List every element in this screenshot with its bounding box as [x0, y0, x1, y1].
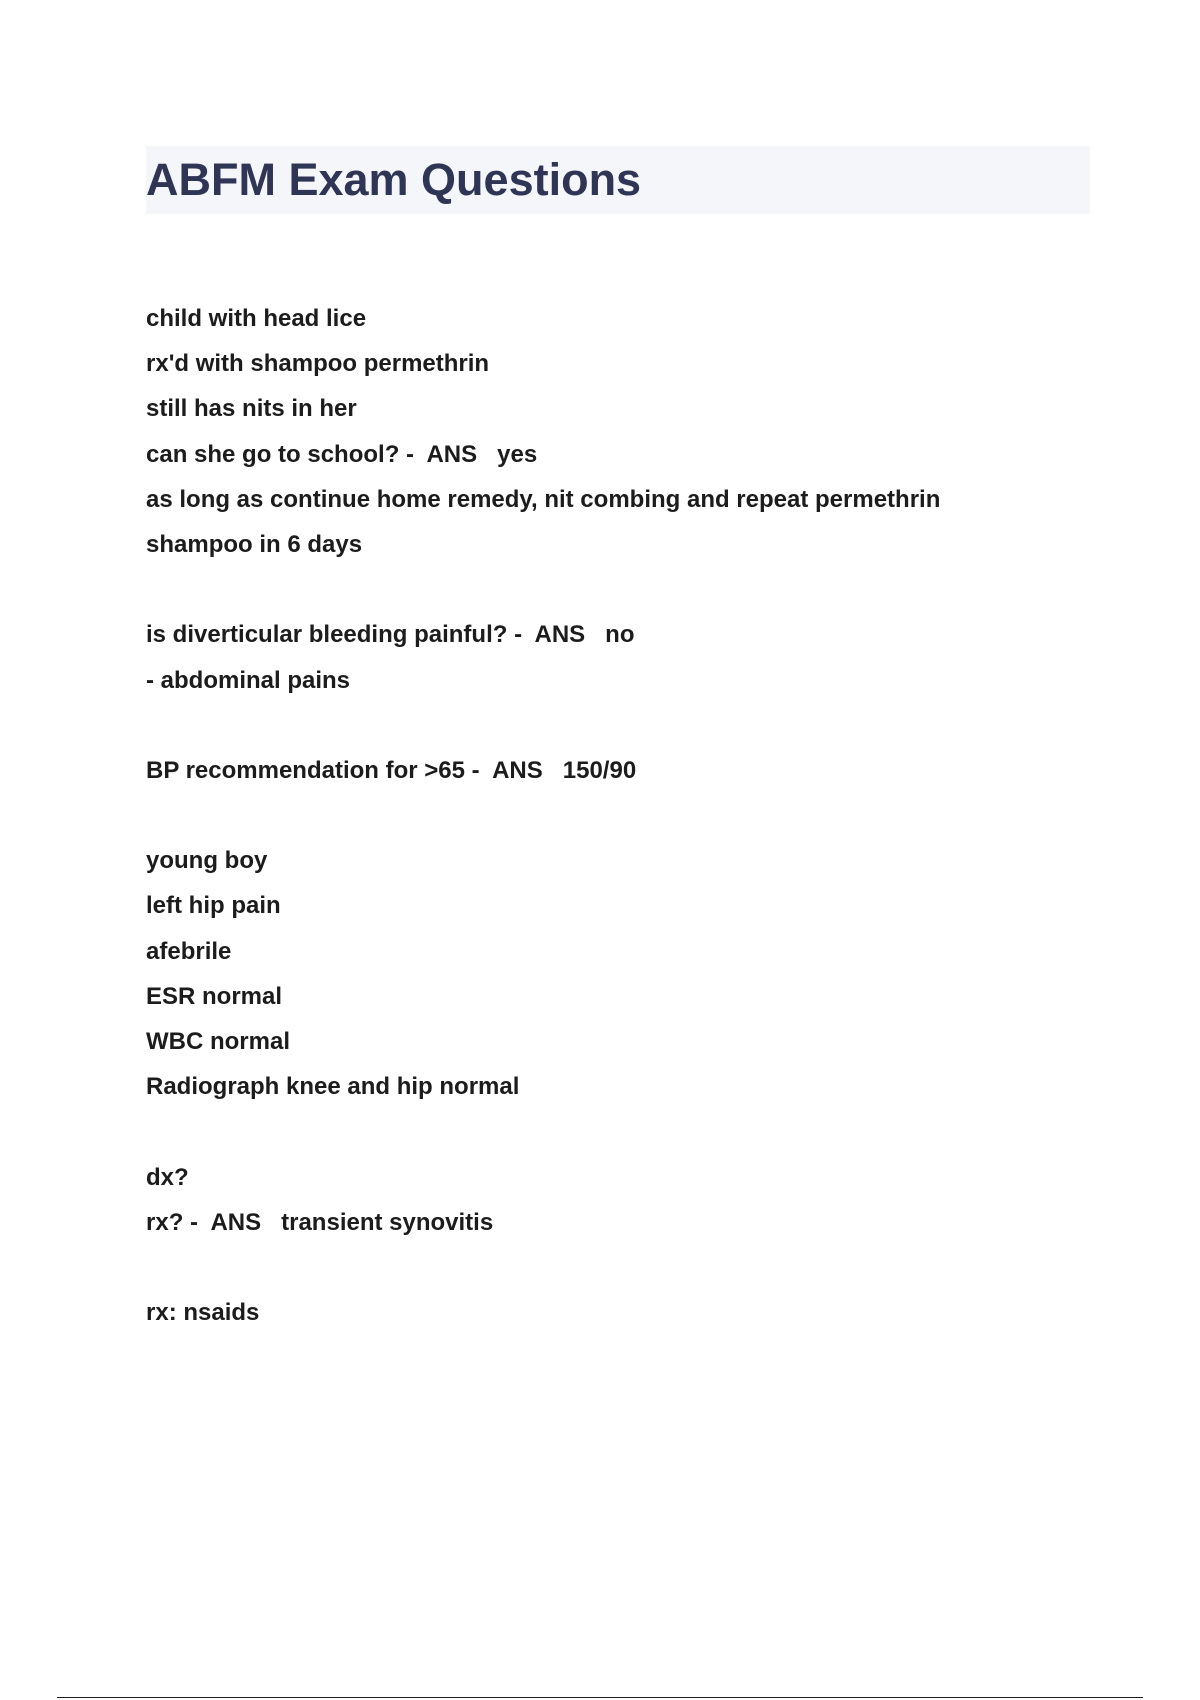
text-line: is diverticular bleeding painful? - ANS no: [146, 621, 635, 649]
blank-line: [146, 703, 1090, 748]
document-body: [146, 296, 1090, 1335]
text-line: still has nits in her: [146, 395, 357, 423]
text-line: young boy: [146, 847, 268, 875]
text-line: child with head lice: [146, 305, 367, 332]
text-line: afebrile: [146, 937, 232, 965]
blank-line: [146, 1245, 1090, 1290]
text-line: BP recommendation for >65 - ANS 150/90: [146, 756, 637, 784]
footer-divider: [57, 1697, 1143, 1698]
blank-line: [146, 793, 1090, 838]
text-line: as long as continue home remedy, nit combing and repeat permethrin: [146, 485, 941, 513]
text-line: WBC normal: [146, 1028, 290, 1055]
title-banner: [146, 146, 1090, 214]
text-line: - abdominal pains: [146, 666, 351, 694]
page-title: ABFM Exam Questions: [146, 154, 642, 205]
text-line: can she go to school? - ANS yes: [146, 440, 538, 468]
text-line: left hip pain: [146, 892, 281, 920]
text-line: ESR normal: [146, 982, 283, 1010]
text-line: shampoo in 6 days: [146, 530, 363, 558]
blank-line: [146, 567, 1090, 612]
text-line: rx? - ANS transient synovitis: [146, 1208, 494, 1236]
text-line: rx: nsaids: [146, 1299, 260, 1327]
blank-line: [146, 1109, 1090, 1154]
text-line: rx'd with shampoo permethrin: [146, 350, 490, 378]
text-line: dx?: [146, 1163, 189, 1191]
text-line: Radiograph knee and hip normal: [146, 1073, 520, 1101]
